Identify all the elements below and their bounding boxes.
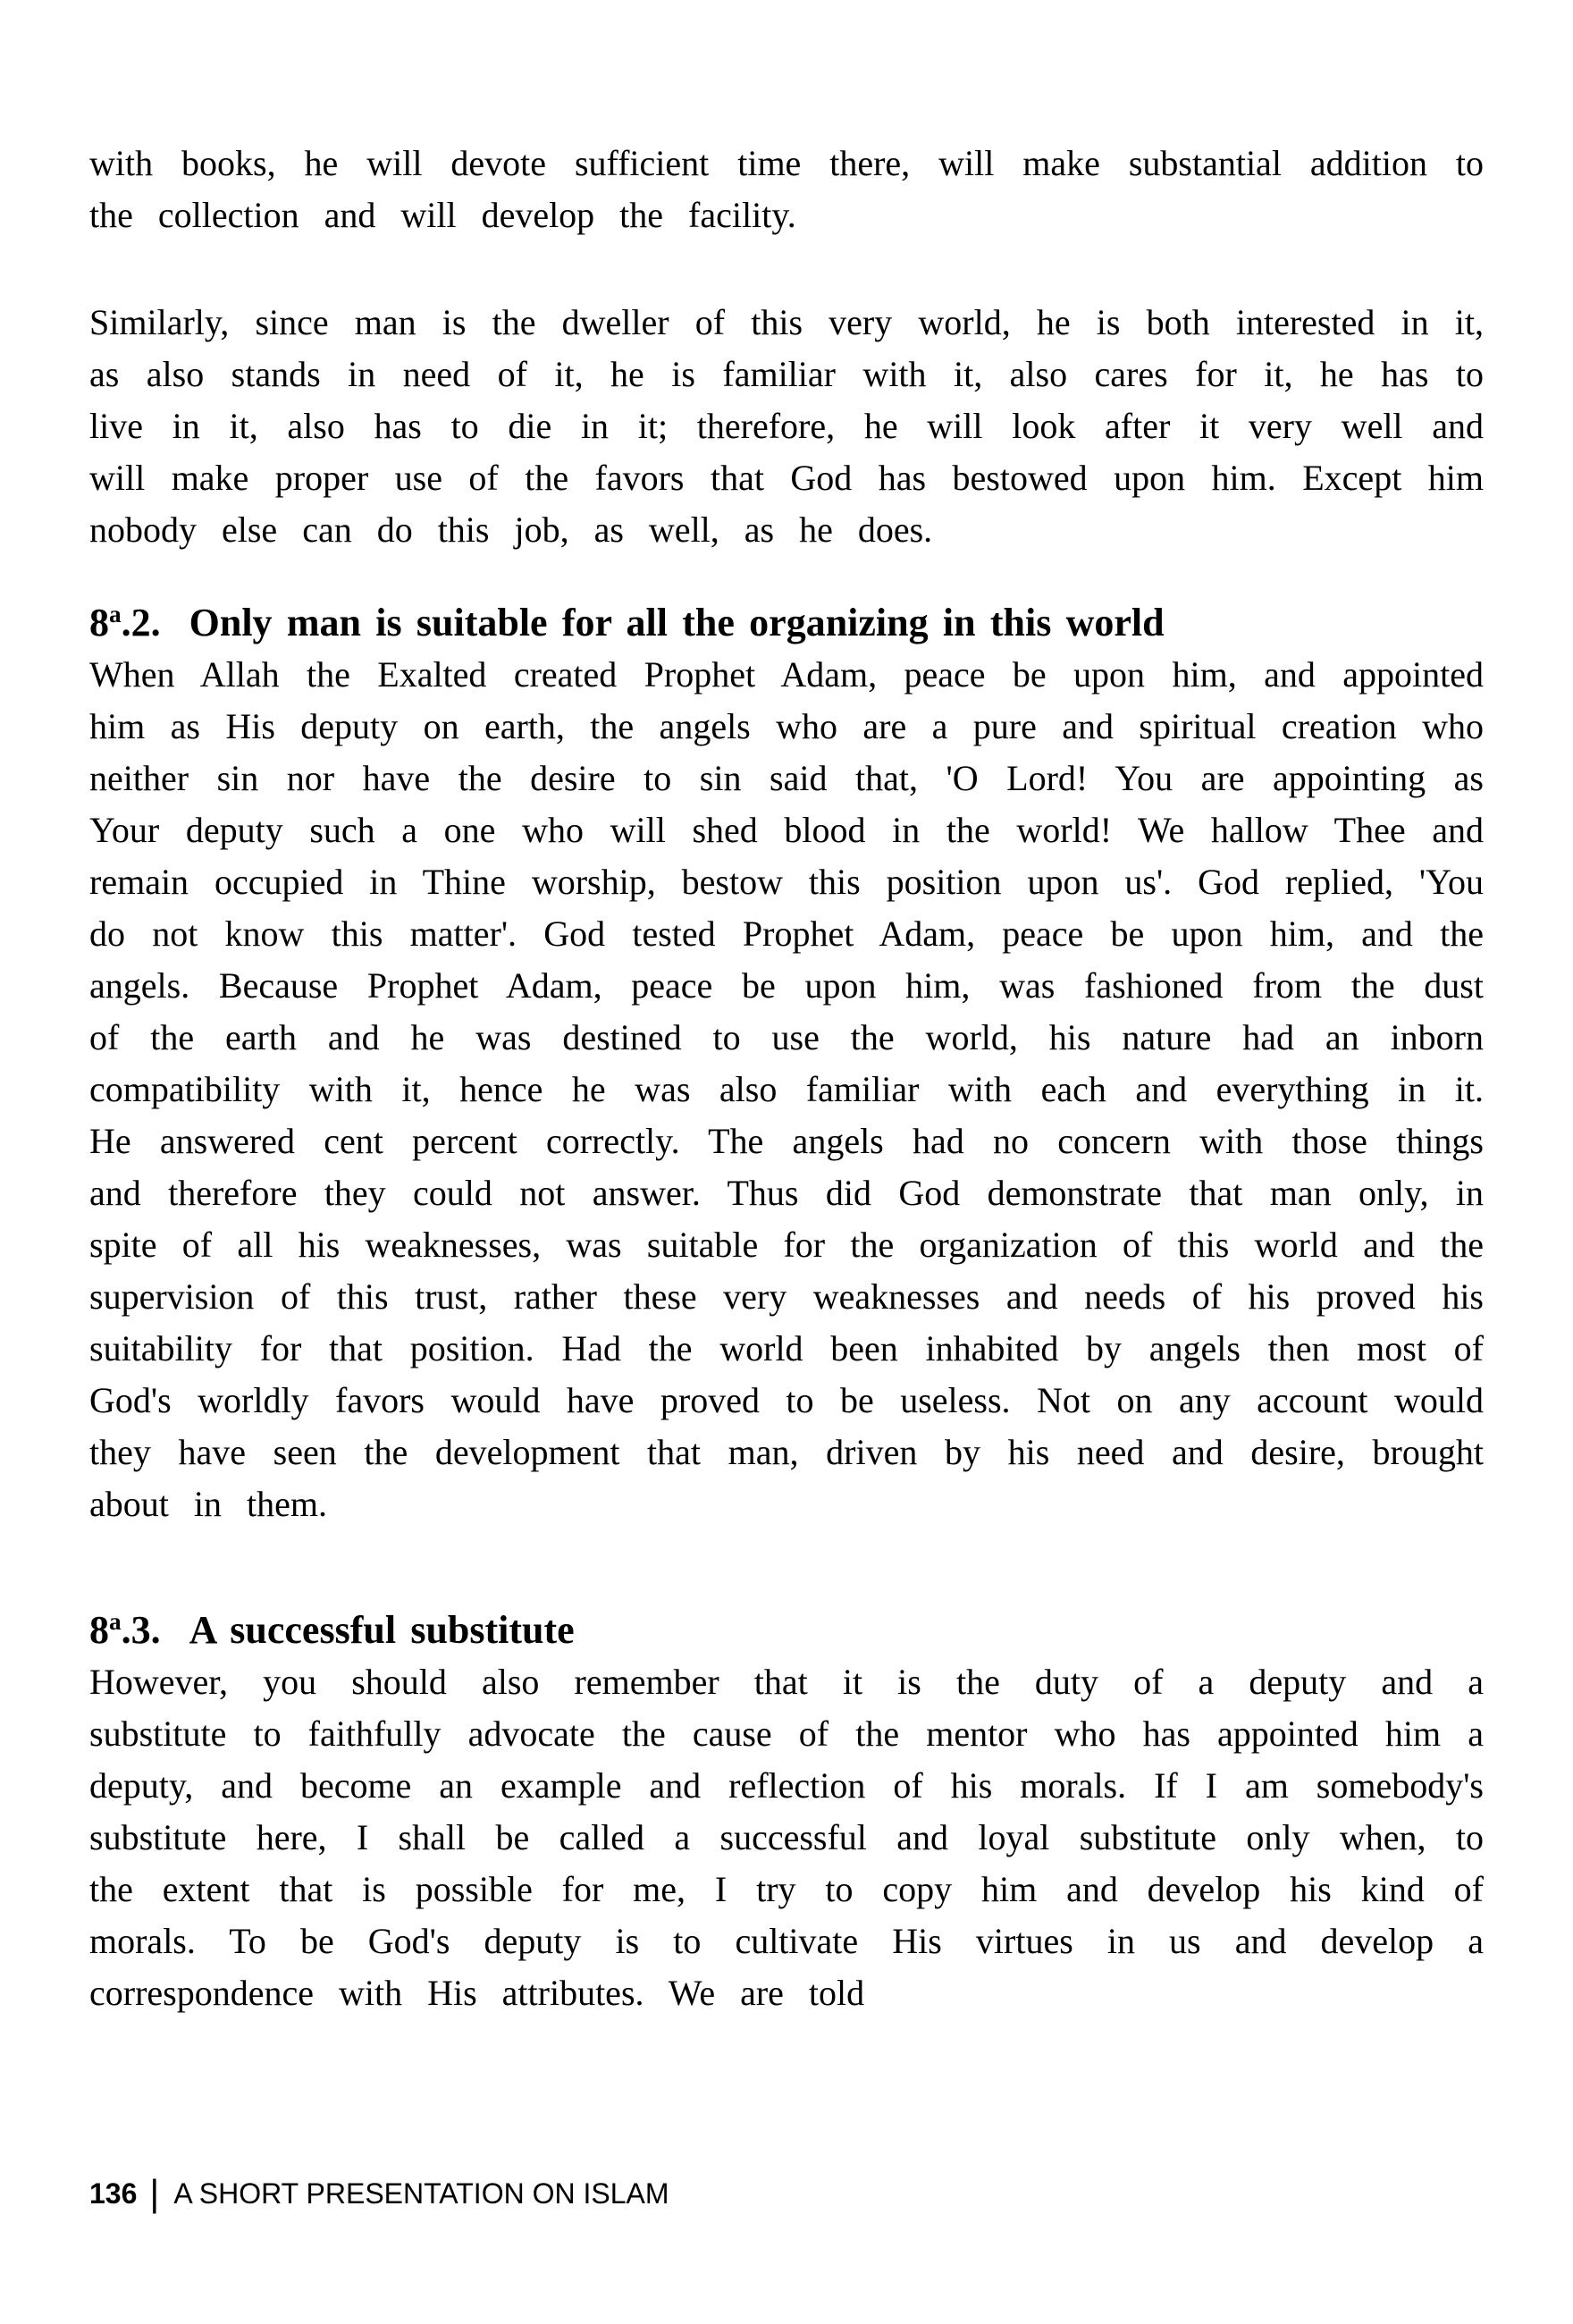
heading-title: Only man is suitable for all the organizing in this world [189, 601, 1165, 644]
heading-title: A successful substitute [189, 1608, 575, 1652]
heading-number-superscript: a [109, 601, 122, 627]
paragraph-successful-substitute: However, you should also remember that it is the duty of a deputy and a substitute to faithfully advocate the cause of the mentor who has appointed him a deputy, and become an example and reflection of his morals. If I am somebody's substitute here, I shall be called a successful and loyal substitute only when, to the extent that is possible for me, I try to copy him and develop his kind of morals. To be God's deputy is to cultivate His virtues in us and develop a correspondence with His attributes. We are told [89, 1662, 1484, 2013]
heading-number-suffix: .2. [121, 601, 161, 644]
paragraph-similarly: Similarly, since man is the dweller of this very world, he is both interested in it, as also stands in need of it, he is familiar with it, also cares for it, he has to live in it, also has to die in it; therefore, he will look after it very well and will make proper use of the favors that God has bestowed upon him. Except him nobody else can do this job, as well, as he does. [89, 302, 1484, 550]
page-footer [89, 2174, 669, 2213]
heading-number [89, 601, 161, 644]
paragraph-continuation: with books, he will devote sufficient time there, will make substantial addition to the collection and will develop the facility. [89, 143, 1484, 235]
heading-number-base: 8 [89, 601, 109, 644]
heading-number-suffix: .3. [121, 1608, 161, 1652]
footer-separator: | [149, 2172, 160, 2214]
section-heading-8a3 [89, 1604, 1484, 1656]
paragraph-adam-creation: When Allah the Exalted created Prophet Adam, peace be upon him, and appointed him as His deputy on earth, the angels who are a pure and spiritual creation who neither sin nor have the desire to sin said that, 'O Lord! You are appointing as Your deputy such a one who will shed blood in the world! We hallow Thee and remain occupied in Thine worship, bestow this position upon us'. God replied, 'You do not know this matter'. God tested Prophet Adam, peace be upon him, and the angels. Because Prophet Adam, peace be upon him, was fashioned from the dust of the earth and he was destined to use the world, his nature had an inborn compatibility with it, hence he was also familiar with each and everything in it. He answered cent percent correctly. The angels had no concern with those things and therefore they could not answer. Thus did God demonstrate that man only, in spite of all his weaknesses, was suitable for the organization of this world and the supervision of this trust, rather these very weaknesses and needs of his proved his suitability for that position. Had the world been inhabited by angels then most of God's worldly favors would have proved to be useless. Not on any account would they have seen the development that man, driven by his need and desire, brought about in them. [89, 654, 1484, 1524]
heading-number-superscript: a [109, 1608, 122, 1635]
heading-number-base: 8 [89, 1608, 109, 1652]
page-number: 136 [89, 2177, 138, 2210]
heading-number [89, 1608, 161, 1652]
section-heading-8a2 [89, 597, 1484, 649]
book-title: A SHORT PRESENTATION ON ISLAM [173, 2177, 669, 2210]
